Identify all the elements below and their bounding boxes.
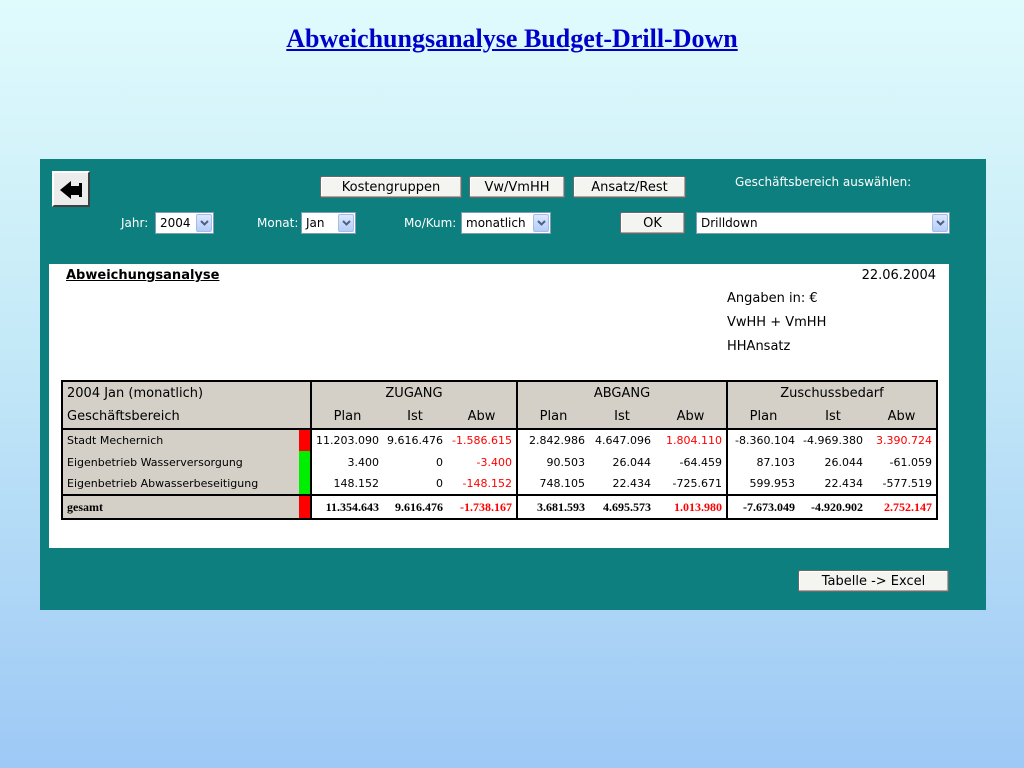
jahr-select[interactable] <box>155 212 214 234</box>
cell-value: 748.105 <box>517 473 589 495</box>
gb-value: Drilldown <box>701 216 758 230</box>
mokum-select[interactable] <box>461 212 551 234</box>
group-zugang: ZUGANG <box>311 381 517 405</box>
cell-value: -148.152 <box>462 477 512 490</box>
cell-value: -4.920.902 <box>799 495 867 519</box>
analysis-table <box>61 380 938 520</box>
cell-value: 11.203.090 <box>311 429 383 451</box>
cell-value: 9.616.476 <box>387 434 443 447</box>
cell-value: -3.400 <box>476 455 512 469</box>
col-header: Ist <box>383 405 447 429</box>
cell-value: 148.152 <box>311 473 383 495</box>
cell-value: 87.103 <box>727 451 799 473</box>
cell-value: 22.434 <box>612 477 651 490</box>
report-date: 22.06.2004 <box>861 268 936 283</box>
jahr-value: 2004 <box>160 216 191 230</box>
cell-value: -61.059 <box>889 455 932 469</box>
table-header-groups <box>62 381 937 405</box>
ansatz-rest-button[interactable]: Ansatz/Rest <box>573 176 686 198</box>
col-header: Plan <box>517 405 589 429</box>
total-row <box>62 495 937 519</box>
col-header: Ist <box>799 405 867 429</box>
col-header: Abw <box>867 405 937 429</box>
back-arrow-icon <box>58 179 84 199</box>
back-button[interactable] <box>52 171 90 207</box>
period-header: 2004 Jan (monatlich) <box>62 381 311 405</box>
row-name: Eigenbetrieb Abwasserbeseitigung <box>62 473 299 495</box>
cell-value: 3.390.724 <box>876 434 932 447</box>
cell-value: 26.044 <box>824 455 863 469</box>
cell-value: -64.459 <box>679 455 722 469</box>
cell-value: -1.738.167 <box>447 495 517 519</box>
kostengruppen-button[interactable]: Kostengruppen <box>320 176 462 198</box>
info-unit: Angaben in: € <box>727 291 818 306</box>
cell-value: 2.752.147 <box>867 495 937 519</box>
table-row <box>62 429 937 451</box>
cell-value: 22.434 <box>824 477 863 490</box>
chevron-down-icon[interactable] <box>932 214 948 232</box>
table-row <box>62 451 937 473</box>
col-header: Abw <box>447 405 517 429</box>
cell-value: 9.616.476 <box>383 495 447 519</box>
row-header: Geschäftsbereich <box>62 405 311 429</box>
status-flag <box>299 495 311 519</box>
col-header: Abw <box>655 405 727 429</box>
status-flag <box>299 473 311 495</box>
row-name: Eigenbetrieb Wasserversorgung <box>62 451 299 473</box>
monat-value: Jan <box>306 216 325 230</box>
cell-value: 1.804.110 <box>666 434 722 447</box>
chevron-down-icon[interactable] <box>533 214 549 232</box>
report-panel <box>49 264 949 548</box>
ok-button[interactable]: OK <box>620 212 685 234</box>
gb-label: Geschäftsbereich auswählen: <box>735 175 912 189</box>
group-zuschussbedarf: Zuschussbedarf <box>727 381 937 405</box>
cell-value: 90.503 <box>517 451 589 473</box>
cell-value: 3.400 <box>311 451 383 473</box>
gb-select[interactable] <box>696 212 950 234</box>
export-excel-button[interactable]: Tabelle -> Excel <box>798 570 949 592</box>
cell-value: -577.519 <box>882 477 932 490</box>
vwvmhh-button[interactable]: Vw/VmHH <box>469 176 565 198</box>
cell-value: 26.044 <box>612 455 651 469</box>
table-body <box>62 429 937 519</box>
monat-label: Monat: <box>257 216 299 230</box>
cell-value: -725.671 <box>672 477 722 490</box>
cell-value: 4.695.573 <box>589 495 655 519</box>
cell-value: -8.360.104 <box>727 429 799 451</box>
status-flag <box>299 429 311 451</box>
jahr-label: Jahr: <box>121 216 149 230</box>
cell-value: 2.842.986 <box>517 429 589 451</box>
table-header-columns <box>62 405 937 429</box>
cell-value: -4.969.380 <box>803 434 863 447</box>
chevron-down-icon[interactable] <box>196 214 212 232</box>
col-header: Plan <box>727 405 799 429</box>
table-row <box>62 473 937 495</box>
cell-value: 3.681.593 <box>517 495 589 519</box>
cell-value: 0 <box>436 477 443 490</box>
cell-value: 599.953 <box>727 473 799 495</box>
row-name: Stadt Mechernich <box>62 429 299 451</box>
info-basis: HHAnsatz <box>727 339 791 354</box>
cell-value: -7.673.049 <box>727 495 799 519</box>
cell-value: -1.586.615 <box>452 434 512 447</box>
row-name: gesamt <box>62 495 299 519</box>
app-window <box>40 159 986 610</box>
mokum-label: Mo/Kum: <box>404 216 457 230</box>
status-flag <box>299 451 311 473</box>
chevron-down-icon[interactable] <box>338 214 354 232</box>
cell-value: 11.354.643 <box>311 495 383 519</box>
group-abgang: ABGANG <box>517 381 727 405</box>
col-header: Ist <box>589 405 655 429</box>
col-header: Plan <box>311 405 383 429</box>
cell-value: 1.013.980 <box>655 495 727 519</box>
cell-value: 4.647.096 <box>595 434 651 447</box>
mokum-value: monatlich <box>466 216 526 230</box>
monat-select[interactable] <box>301 212 356 234</box>
report-title: Abweichungsanalyse <box>66 268 220 283</box>
info-scope: VwHH + VmHH <box>727 315 827 330</box>
cell-value: 0 <box>436 455 443 469</box>
slide-title: Abweichungsanalyse Budget-Drill-Down <box>286 24 738 53</box>
